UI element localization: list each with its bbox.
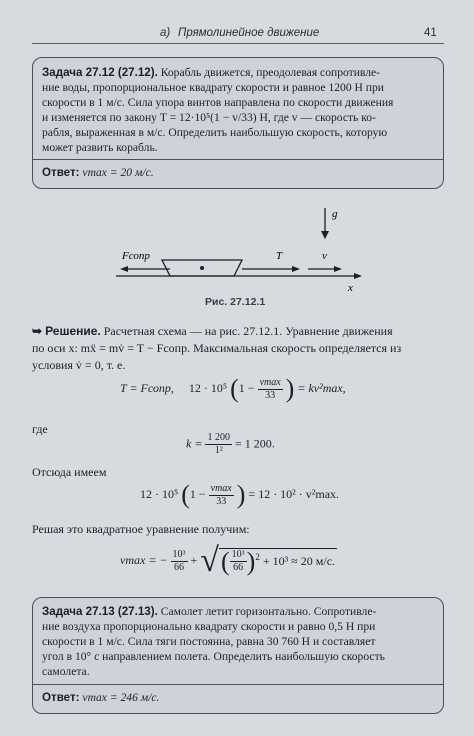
figure-27-12-1 — [110, 200, 370, 295]
answer-label: Ответ: — [42, 166, 80, 179]
eq3-right: = 12 · 10² · v²max. — [248, 486, 340, 501]
answer-value: vmax = 246 м/с. — [82, 691, 160, 704]
eq3-coefficient: 12 · 10⁵ — [140, 486, 179, 501]
equation-3: 12 · 10⁵ (1 − $\frac{vmax}{33}$ ) = 12 · 10² · v²max. — [140, 480, 340, 509]
running-header: Прямолинейное движение — [178, 27, 320, 39]
problem-text-line: может развить корабль. — [42, 141, 158, 154]
x-axis-arrowhead — [354, 273, 362, 279]
problem-text-line: Самолет летит горизонтально. Сопротивле- — [160, 605, 377, 618]
problem-text-line: самолета. — [42, 665, 90, 678]
center-of-mass-dot — [200, 266, 204, 270]
answer-value: vmax = 20 м/с. — [82, 166, 154, 179]
problem-text-line: угол в 10° с направлением полета. Определить наибольшую скорость — [42, 650, 385, 663]
gravity-label: g — [332, 208, 338, 220]
answer-label: Ответ: — [42, 691, 80, 704]
sqrt-radicand: ( $\frac{\text{10³}}{66}$ )$^2$ + 10³ ≈ 20 м/с. — [220, 546, 336, 576]
sqrt-sign: √ — [200, 542, 219, 579]
problem-label: Задача 27.12 (27.12). — [42, 66, 158, 79]
drag-arrowhead — [120, 266, 128, 272]
solution-text-line: по оси x: mẍ = mv̇ = T − Fсопр. Максимальная скорость определяется из — [32, 341, 402, 355]
equation-4: vmax = − $\frac{\text{10³}}{66}$ + √( $\frac{\text{10³}}{66}$ )$^2$ + 10³ ≈ 20 м/с. — [120, 542, 336, 579]
eq2-result: = 1 200. — [234, 436, 275, 451]
solution-label: Решение. — [45, 324, 101, 338]
drag-label: Fсопр — [122, 250, 150, 262]
problem-label: Задача 27.13 (27.13). — [42, 605, 158, 618]
problem-27-12-box — [32, 57, 444, 189]
thrust-arrowhead — [292, 266, 300, 272]
eq2-fraction: $\frac{1 200}{\text{1²}}$ — [207, 432, 230, 456]
equation-1: T = Fсопр, 12 · 10⁵ (1 − $\frac{vmax}{33}$ ) = kv²max, — [120, 374, 346, 403]
problem-27-13-box — [32, 597, 444, 714]
header-rule — [32, 43, 444, 44]
problem-text-line: ние воздуха пропорционально квадрату скорости и равно 0,5 Н при — [42, 620, 376, 633]
solution-text-line: Расчетная схема — на рис. 27.12.1. Уравнение движения — [103, 324, 393, 338]
eq3-fraction: $\frac{vmax}{33}$ — [210, 482, 232, 507]
eq1-coefficient: 12 · 10⁵ — [188, 380, 228, 395]
eq1-fraction: $\frac{vmax}{33}$ — [259, 376, 281, 401]
x-axis-label: x — [348, 282, 353, 294]
answer-separator — [33, 159, 443, 160]
eq4-left: vmax = − — [120, 552, 168, 567]
page-number: 41 — [424, 27, 437, 39]
gravity-arrowhead — [321, 231, 329, 239]
equation-2 — [186, 432, 275, 457]
problem-text-line: скорости в 1 м/с. Сила тяги постоянна, равна 30 760 Н и составляет — [42, 635, 376, 648]
eq2-k: k = — [186, 436, 203, 451]
solution-text-line: условия v̇ = 0, т. е. — [32, 358, 126, 372]
where-text: где — [32, 422, 48, 436]
eq4-right: + 10³ ≈ 20 м/с. — [262, 553, 336, 568]
eq1-right: = kv²max, — [297, 380, 346, 395]
thrust-label: T — [276, 250, 283, 262]
eq4-fraction: $\frac{\text{10³}}{66}$ — [172, 548, 186, 573]
velocity-label: v — [322, 250, 327, 262]
hence-text: Отсюда имеем — [32, 465, 107, 479]
answer-separator — [33, 684, 443, 685]
problem-text-line: ние воды, пропорциональное квадрату скорости и равное 1200 Н при — [42, 81, 385, 94]
problem-text-line: и изменяется по закону T = 12·10⁵(1 − v/33) Н, где v — скорость ко- — [42, 111, 376, 124]
problem-text-line: Корабль движется, преодолевая сопротивле- — [160, 66, 381, 79]
solving-text: Решая это квадратное уравнение получим: — [32, 522, 250, 536]
section-marker: а) — [160, 27, 171, 39]
eq1-left: T = Fсопр, — [120, 380, 174, 395]
problem-text-line: рабля, выраженная в м/с. Определить наибольшую скорость, которую — [42, 126, 388, 139]
velocity-arrowhead — [334, 266, 342, 272]
problem-text-line: скорости в 1 м/с. Сила упора винтов направлена по скорости движения — [42, 96, 394, 109]
solution-marker-icon: ➥ — [32, 324, 43, 338]
figure-caption: Рис. 27.12.1 — [205, 296, 266, 308]
